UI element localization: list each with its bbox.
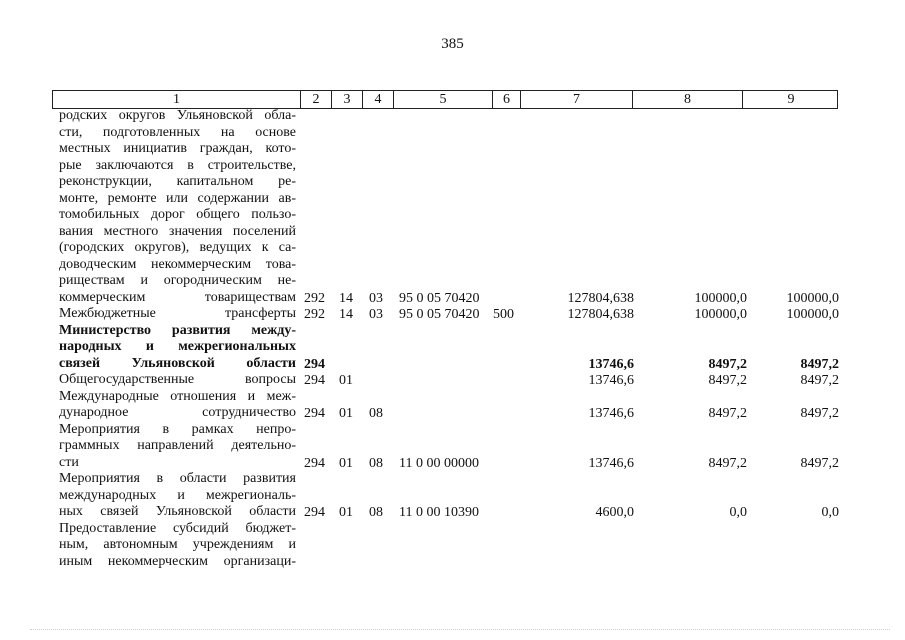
- cell-c7: 13746,6: [588, 373, 634, 388]
- cell-c2: 294: [304, 455, 325, 471]
- header-cell-8: 8: [633, 91, 743, 108]
- cell-c2: 294: [304, 356, 325, 372]
- cell-c2: 292: [304, 307, 325, 322]
- description-line: ных связей Ульяновской области: [59, 504, 296, 519]
- description-line: доводческим некоммерческим това-: [59, 256, 296, 272]
- cell-c4: 03: [369, 307, 383, 322]
- description-line: Межбюджетные трансферты: [59, 306, 296, 321]
- description-line: граммных направлений деятельно-: [59, 438, 296, 453]
- header-cell-7: 7: [521, 91, 633, 108]
- table-row: [0, 504, 905, 521]
- description-line: Международные отношения и меж-: [59, 388, 296, 404]
- cell-c4: 08: [369, 406, 383, 421]
- header-cell-3: 3: [332, 91, 363, 108]
- header-cell-2: 2: [301, 91, 332, 108]
- cell-c2: 292: [304, 290, 325, 306]
- cell-c4: 08: [369, 505, 383, 520]
- description-line: реконструкции, капитальном ре-: [59, 174, 296, 189]
- cell-c8: 8497,2: [708, 356, 747, 372]
- cell-c7: 13746,6: [588, 455, 634, 471]
- header-cell-4: 4: [363, 91, 394, 108]
- description-line: (городских округов), ведущих к са-: [59, 240, 296, 255]
- cell-c7: 127804,638: [567, 307, 634, 322]
- bottom-scan-artifact: [30, 629, 890, 632]
- cell-c6: 500: [493, 307, 514, 322]
- cell-c8: 8497,2: [708, 455, 747, 471]
- description-line: дународное сотрудничество: [59, 405, 296, 420]
- cell-c3: 01: [339, 373, 353, 388]
- table-header: [52, 90, 838, 109]
- cell-c3: 14: [339, 290, 353, 306]
- description-line: вания местного значения поселений: [59, 223, 296, 239]
- cell-c5: 95 0 05 70420: [399, 290, 480, 306]
- description-line: Мероприятия в рамках непро-: [59, 421, 296, 437]
- header-cell-6: 6: [493, 91, 521, 108]
- cell-c4: 03: [369, 290, 383, 306]
- description-line: монте, ремонте или содержании ав-: [59, 190, 296, 206]
- cell-c9: 8497,2: [800, 406, 839, 421]
- cell-c9: 8497,2: [800, 356, 839, 372]
- description-line: сти, подготовленных на основе: [59, 124, 296, 140]
- cell-c2: 294: [304, 505, 325, 520]
- cell-c2: 294: [304, 406, 325, 421]
- cell-c7: 127804,638: [567, 290, 634, 306]
- cell-c4: 08: [369, 455, 383, 471]
- header-cell-5: 5: [394, 91, 493, 108]
- cell-c2: 294: [304, 373, 325, 388]
- description-line: связей Ульяновской области: [59, 355, 296, 371]
- description-line: рые заключаются в строительстве,: [59, 157, 296, 173]
- table-row: [0, 306, 905, 323]
- cell-c9: 8497,2: [800, 455, 839, 471]
- cell-c3: 01: [339, 505, 353, 520]
- cell-c8: 100000,0: [694, 307, 747, 322]
- cell-c5: 11 0 00 10390: [399, 505, 479, 520]
- cell-c8: 100000,0: [694, 290, 747, 306]
- description-line: родских округов Ульяновской обла-: [59, 108, 296, 123]
- cell-c5: 11 0 00 00000: [399, 455, 479, 471]
- description-line: томобильных дорог общего пользо-: [59, 207, 296, 222]
- cell-c9: 8497,2: [800, 373, 839, 388]
- description-line: народных и межрегиональных: [59, 339, 296, 354]
- description-line: иным некоммерческим организаци-: [59, 553, 296, 569]
- cell-c9: 100000,0: [786, 307, 839, 322]
- header-cell-1: 1: [53, 91, 301, 108]
- cell-c8: 8497,2: [708, 406, 747, 421]
- table-row: [0, 455, 905, 472]
- cell-c8: 8497,2: [708, 373, 747, 388]
- cell-c3: 14: [339, 307, 353, 322]
- header-cell-9: 9: [787, 92, 795, 107]
- cell-c5: 95 0 05 70420: [399, 307, 480, 322]
- description-column: [59, 108, 296, 570]
- cell-c8: 0,0: [729, 505, 747, 520]
- cell-c3: 01: [339, 455, 353, 471]
- description-line: местных инициатив граждан, кото-: [59, 141, 296, 156]
- table-row: [0, 356, 905, 373]
- table-row: [0, 405, 905, 422]
- description-line: коммерческим товариществам: [59, 289, 296, 305]
- description-line: Общегосударственные вопросы: [59, 372, 296, 387]
- description-line: Министерство развития между-: [59, 322, 296, 338]
- description-line: международных и межрегиональ-: [59, 487, 296, 503]
- cell-c7: 13746,6: [588, 406, 634, 421]
- cell-c7: 4600,0: [595, 505, 634, 520]
- description-line: ным, автономным учреждениям и: [59, 537, 296, 552]
- description-line: риществам и огородническим не-: [59, 273, 296, 288]
- table-row: [0, 290, 905, 307]
- table-row: [0, 372, 905, 389]
- description-line: сти: [59, 454, 79, 470]
- cell-c9: 0,0: [821, 505, 839, 520]
- description-line: Предоставление субсидий бюджет-: [59, 520, 296, 536]
- cell-c7: 13746,6: [588, 356, 634, 372]
- cell-c3: 01: [339, 406, 353, 421]
- cell-c9: 100000,0: [786, 290, 839, 306]
- page-number: 385: [441, 36, 464, 52]
- description-line: Мероприятия в области развития: [59, 471, 296, 486]
